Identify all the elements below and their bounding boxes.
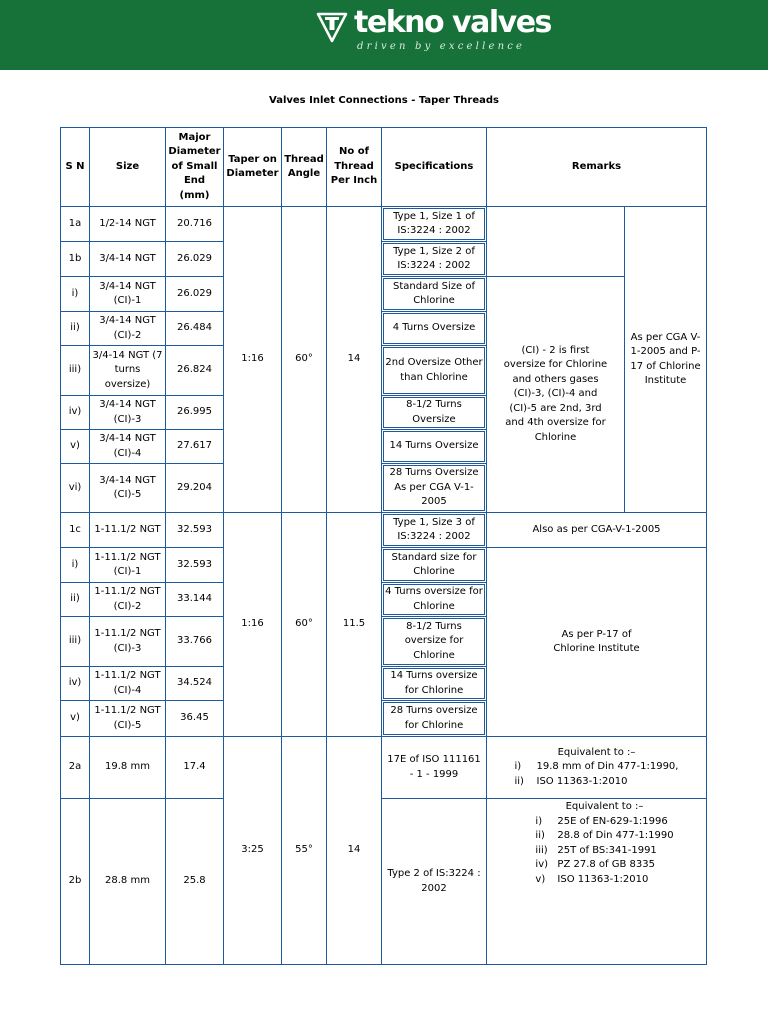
row-spec: 8-1/2 Turns Oversize — [382, 396, 487, 430]
row-diameter: 26.029 — [166, 242, 224, 277]
row-sn: ii) — [61, 312, 90, 346]
row-diameter: 33.766 — [166, 617, 224, 667]
brand-name: tekno valves — [354, 5, 551, 40]
row-size: 1/2-14 NGT — [90, 207, 166, 242]
equivalent-item: iv) PZ 27.8 of GB 8335 — [535, 859, 655, 870]
row-diameter: 25.8 — [166, 799, 224, 965]
group1-thread-angle: 60° — [282, 207, 327, 513]
header-specifications: Specifications — [382, 128, 487, 207]
row-size: 1-11.1/2 NGT (CI)-5 — [90, 701, 166, 737]
row-size: 1-11.1/2 NGT (CI)-3 — [90, 617, 166, 667]
table-header-row — [61, 128, 707, 207]
row-diameter: 26.484 — [166, 312, 224, 346]
row-remark-equivalents — [487, 737, 707, 799]
group3-taper: 3:25 — [224, 737, 282, 965]
row-spec: 14 Turns oversize for Chlorine — [382, 667, 487, 701]
row-size: 28.8 mm — [90, 799, 166, 965]
equivalent-title: Equivalent to :– — [565, 801, 644, 812]
row-sn: 2b — [61, 799, 90, 965]
row-sn: 2a — [61, 737, 90, 799]
row-sn: 1b — [61, 242, 90, 277]
row-spec: 4 Turns Oversize — [382, 312, 487, 346]
row-diameter: 32.593 — [166, 513, 224, 548]
header-major-diameter: Major Diameter of Small End (mm) — [166, 128, 224, 207]
group1-remark-ci: (CI) - 2 is first oversize for Chlorine and others gases (CI)-3, (CI)-4 and (CI)-5 are 2nd, 3rd and 4th oversize for Chlorine — [487, 277, 625, 513]
row-remark-equivalents — [487, 799, 707, 965]
equivalent-title: Equivalent to :– — [557, 746, 636, 758]
row-sn: 1a — [61, 207, 90, 242]
header-sn: S N — [61, 128, 90, 207]
row-size: 19.8 mm — [90, 737, 166, 799]
row-diameter: 33.144 — [166, 583, 224, 617]
group2-remark-top: Also as per CGA-V-1-2005 — [487, 513, 707, 548]
group1-threads-per-inch: 14 — [327, 207, 382, 513]
group1-remark-cga: As per CGA V-1-2005 and P-17 of Chlorine Institute — [625, 207, 707, 513]
equivalent-item: iii) 25T of BS:341-1991 — [535, 844, 657, 856]
row-size: 3/4-14 NGT (CI)-3 — [90, 396, 166, 430]
header-remarks: Remarks — [487, 128, 707, 207]
row-diameter: 29.204 — [166, 464, 224, 513]
row-diameter: 34.524 — [166, 667, 224, 701]
group2-remark-p17: As per P-17 of Chlorine Institute — [487, 548, 707, 737]
equivalent-item: ii) 28.8 of Din 477-1:1990 — [535, 830, 674, 841]
row-sn: iii) — [61, 617, 90, 667]
equivalent-item: ii) ISO 11363-1:2010 — [514, 775, 628, 787]
header-thread-angle: Thread Angle — [282, 128, 327, 207]
header-size: Size — [90, 128, 166, 207]
row-spec: Type 1, Size 3 of IS:3224 : 2002 — [382, 513, 487, 548]
row-sn: i) — [61, 548, 90, 583]
table-row — [61, 548, 707, 583]
row-diameter: 36.45 — [166, 701, 224, 737]
taper-threads-table — [60, 127, 707, 965]
group3-threads-per-inch: 14 — [327, 737, 382, 965]
row-sn: iv) — [61, 667, 90, 701]
row-sn: vi) — [61, 464, 90, 513]
row-size: 3/4-14 NGT (7 turns oversize) — [90, 346, 166, 396]
equivalent-item: i) 19.8 mm of Din 477-1:1990, — [514, 761, 679, 773]
document-title: Valves Inlet Connections - Taper Threads — [269, 95, 499, 106]
row-diameter: 26.029 — [166, 277, 224, 312]
brand-header — [0, 0, 768, 70]
row-diameter: 20.716 — [166, 207, 224, 242]
equivalent-item: v) ISO 11363-1:2010 — [535, 873, 649, 885]
row-sn: ii) — [61, 583, 90, 617]
group1-taper: 1:16 — [224, 207, 282, 513]
table-row — [61, 799, 707, 965]
row-size: 1-11.1/2 NGT (CI)-2 — [90, 583, 166, 617]
table-row — [61, 277, 707, 312]
row-size: 1-11.1/2 NGT — [90, 513, 166, 548]
row-spec: Standard Size of Chlorine — [382, 277, 487, 312]
row-spec: 28 Turns oversize for Chlorine — [382, 701, 487, 737]
row-size: 3/4-14 NGT (CI)-5 — [90, 464, 166, 513]
row-spec: Type 1, Size 1 of IS:3224 : 2002 — [382, 207, 487, 242]
row-size: 1-11.1/2 NGT (CI)-4 — [90, 667, 166, 701]
row-sn: v) — [61, 430, 90, 464]
table-row — [61, 513, 707, 548]
row-size: 3/4-14 NGT (CI)-4 — [90, 430, 166, 464]
row-diameter: 26.824 — [166, 346, 224, 396]
row-size: 3/4-14 NGT — [90, 242, 166, 277]
valve-triangle-logo-icon — [316, 11, 348, 43]
row-diameter: 17.4 — [166, 737, 224, 799]
row-spec: 14 Turns Oversize — [382, 430, 487, 464]
row-diameter: 32.593 — [166, 548, 224, 583]
group2-taper: 1:16 — [224, 513, 282, 737]
row-spec: Type 1, Size 2 of IS:3224 : 2002 — [382, 242, 487, 277]
group1-remark-blank — [487, 207, 625, 277]
row-spec: 17E of ISO 111161 - 1 - 1999 — [382, 737, 487, 799]
row-spec: 2nd Oversize Other than Chlorine — [382, 346, 487, 396]
group3-thread-angle: 55° — [282, 737, 327, 965]
row-sn: i) — [61, 277, 90, 312]
group2-thread-angle: 60° — [282, 513, 327, 737]
header-threads-per-inch: No of Thread Per Inch — [327, 128, 382, 207]
row-spec: 4 Turns oversize for Chlorine — [382, 583, 487, 617]
header-taper: Taper on Diameter — [224, 128, 282, 207]
row-sn: iv) — [61, 396, 90, 430]
row-spec: 8-1/2 Turns oversize for Chlorine — [382, 617, 487, 667]
row-spec: 28 Turns Oversize As per CGA V-1-2005 — [382, 464, 487, 513]
row-spec: Standard size for Chlorine — [382, 548, 487, 583]
row-sn: 1c — [61, 513, 90, 548]
row-size: 3/4-14 NGT (CI)-1 — [90, 277, 166, 312]
row-sn: v) — [61, 701, 90, 737]
row-size: 3/4-14 NGT (CI)-2 — [90, 312, 166, 346]
table-row — [61, 207, 707, 242]
row-diameter: 27.617 — [166, 430, 224, 464]
brand-tagline: driven by excellence — [357, 41, 526, 52]
row-spec: Type 2 of IS:3224 : 2002 — [382, 799, 487, 965]
group2-threads-per-inch: 11.5 — [327, 513, 382, 737]
row-sn: iii) — [61, 346, 90, 396]
row-size: 1-11.1/2 NGT (CI)-1 — [90, 548, 166, 583]
row-diameter: 26.995 — [166, 396, 224, 430]
table-row — [61, 737, 707, 799]
equivalent-item: i) 25E of EN-629-1:1996 — [535, 815, 668, 827]
